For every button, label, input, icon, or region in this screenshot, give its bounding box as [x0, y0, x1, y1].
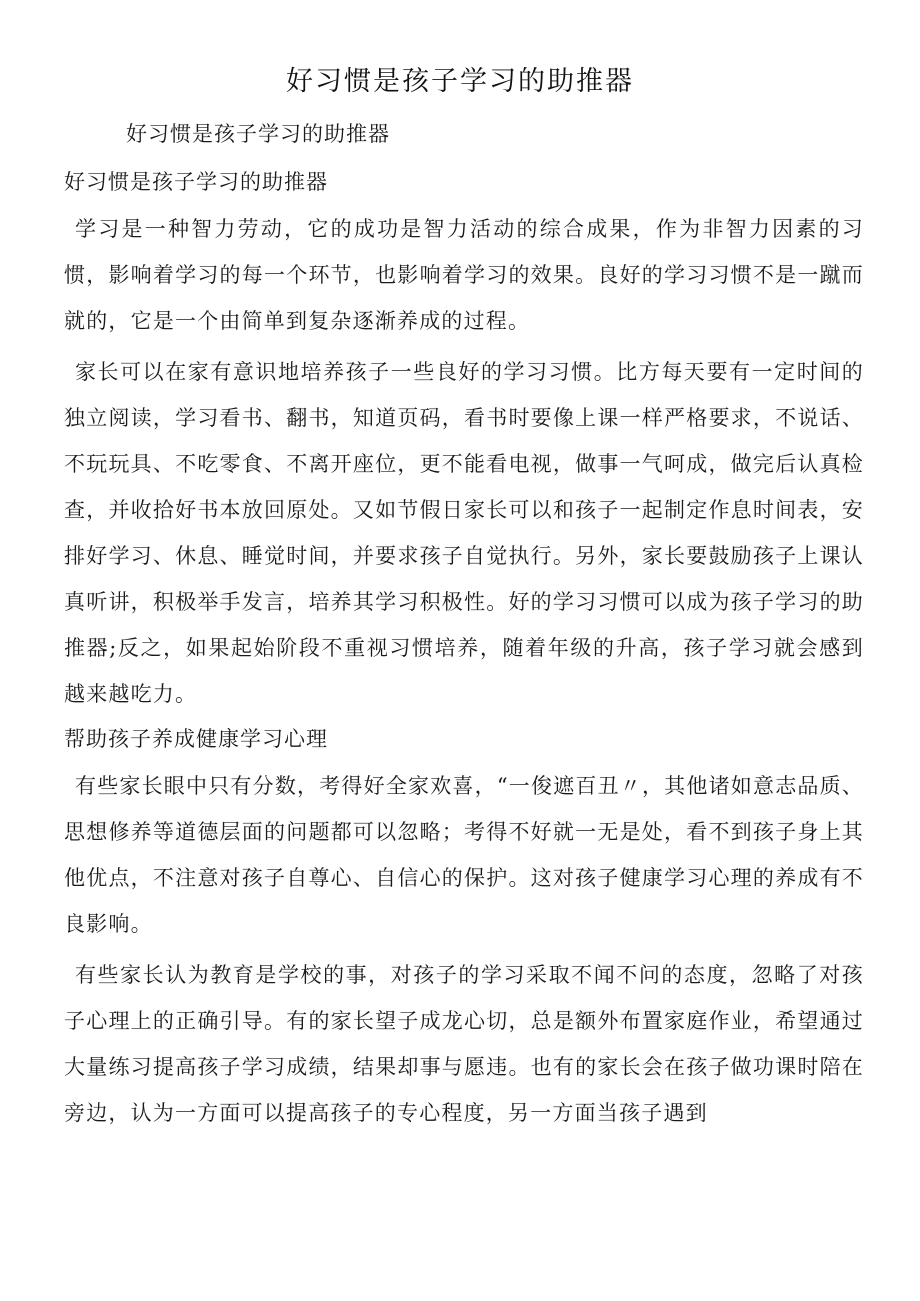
section-heading-2: 帮助孩子养成健康学习心理 [64, 727, 328, 751]
document-title: 好习惯是孩子学习的助推器 [286, 66, 634, 97]
paragraph-4: 有些家长认为教育是学校的事，对孩子的学习采取不闻不问的态度，忽略了对孩子心理上的正确引导。有的家长望子成龙心切，总是额外布置家庭作业，希望通过大量练习提高孩子学习成绩，结果却事与愿违。也有的家长会在孩子做功课时陪在旁边，认为一方面可以提高孩子的专心程度，另一方面当孩子遇到 [64, 963, 864, 1125]
paragraph-3: 有些家长眼中只有分数，考得好全家欢喜，“一俊遮百丑〃，其他诸如意志品质、思想修养等道德层面的问题都可以忽略；考得不好就一无是处，看不到孩子身上其他优点，不注意对孩子自尊心、自信心的保护。这对孩子健康学习心理的养成有不良影响。 [64, 774, 864, 936]
paragraph-1: 学习是一种智力劳动，它的成功是智力活动的综合成果，作为非智力因素的习惯，影响着学习的每一个环节，也影响着学习的效果。良好的学习习惯不是一蹴而就的，它是一个由简单到复杂逐渐养成的过程。 [64, 217, 864, 333]
document-subtitle: 好习惯是孩子学习的助推器 [126, 122, 390, 146]
section-heading-1: 好习惯是孩子学习的助推器 [64, 170, 328, 194]
paragraph-2: 家长可以在家有意识地培养孩子一些良好的学习习惯。比方每天要有一定时间的独立阅读，学习看书、翻书，知道页码，看书时要像上课一样严格要求，不说话、不玩玩具、不吃零食、不离开座位，更不能看电视，做事一气呵成，做完后认真检查，并收拾好书本放回原处。又如节假日家长可以和孩子一起制定作息时间表，安排好学习、休息、睡觉时间，并要求孩子自觉执行。另外，家长要鼓励孩子上课认真听讲，积极举手发言，培养其学习积极性。好的学习习惯可以成为孩子学习的助推器;反之，如果起始阶段不重视习惯培养，随着年级的升高，孩子学习就会感到越来越吃力。 [64, 360, 864, 706]
document-body [64, 165, 864, 1141]
